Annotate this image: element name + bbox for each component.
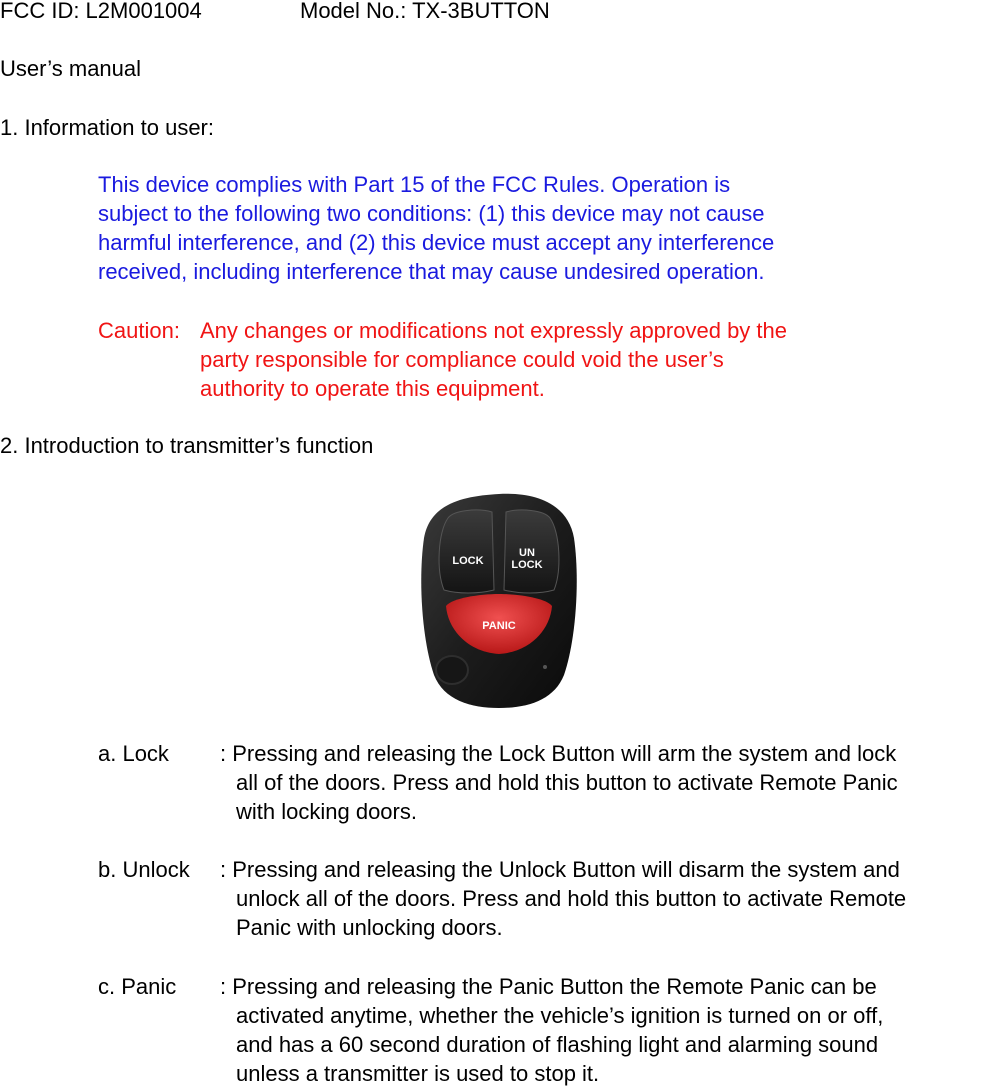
item-description-line: with locking doors. <box>236 799 417 824</box>
item-description-first: : Pressing and releasing the Panic Button the Remote Panic can be <box>220 974 877 999</box>
item-description-first: : Pressing and releasing the Unlock Button will disarm the system and <box>220 857 900 882</box>
key-ring-hole <box>436 656 468 684</box>
caution-line: party responsible for compliance could void the user’s <box>200 347 724 372</box>
key-fob-image <box>418 490 580 710</box>
item-description-line: unless a transmitter is used to stop it. <box>236 1061 600 1086</box>
unlock-button-label-top: UN <box>519 547 535 559</box>
compliance-line: This device complies with Part 15 of the FCC Rules. Operation is <box>98 172 731 197</box>
model-number: Model No.: TX-3BUTTON <box>300 0 550 23</box>
item-description-line: and has a 60 second duration of flashing light and alarming sound <box>236 1032 879 1057</box>
item-description-line: activated anytime, whether the vehicle’s ignition is turned on or off, <box>236 1003 884 1028</box>
item-description-line: unlock all of the doors. Press and hold this button to activate Remote <box>236 886 907 911</box>
lock-button-label: LOCK <box>452 555 484 567</box>
item-description-line: all of the doors. Press and hold this button to activate Remote Panic <box>236 770 898 795</box>
item-label: b. Unlock <box>98 857 190 882</box>
caution-label: Caution: <box>98 318 180 343</box>
unlock-button-label-bottom: LOCK <box>511 559 543 571</box>
compliance-line: received, including interference that may cause undesired operation. <box>98 259 765 284</box>
item-label: a. Lock <box>98 741 169 766</box>
item-label: c. Panic <box>98 974 177 999</box>
caution-line: authority to operate this equipment. <box>200 376 545 401</box>
fcc-id: FCC ID: L2M001004 <box>0 0 202 23</box>
compliance-line: subject to the following two conditions: (1) this device may not cause <box>98 201 765 226</box>
panic-button-label: PANIC <box>482 620 516 632</box>
section-2-heading: 2. Introduction to transmitter’s function <box>0 433 374 458</box>
led-indicator <box>543 665 547 669</box>
item-description-line: Panic with unlocking doors. <box>236 915 503 940</box>
lock-button-shape <box>439 510 494 593</box>
item-description-first: : Pressing and releasing the Lock Button will arm the system and lock <box>220 741 897 766</box>
compliance-line: harmful interference, and (2) this device must accept any interference <box>98 230 775 255</box>
document-title: User’s manual <box>0 56 142 81</box>
caution-line: Any changes or modifications not expressly approved by the <box>200 318 787 343</box>
section-1-heading: 1. Information to user: <box>0 115 214 140</box>
